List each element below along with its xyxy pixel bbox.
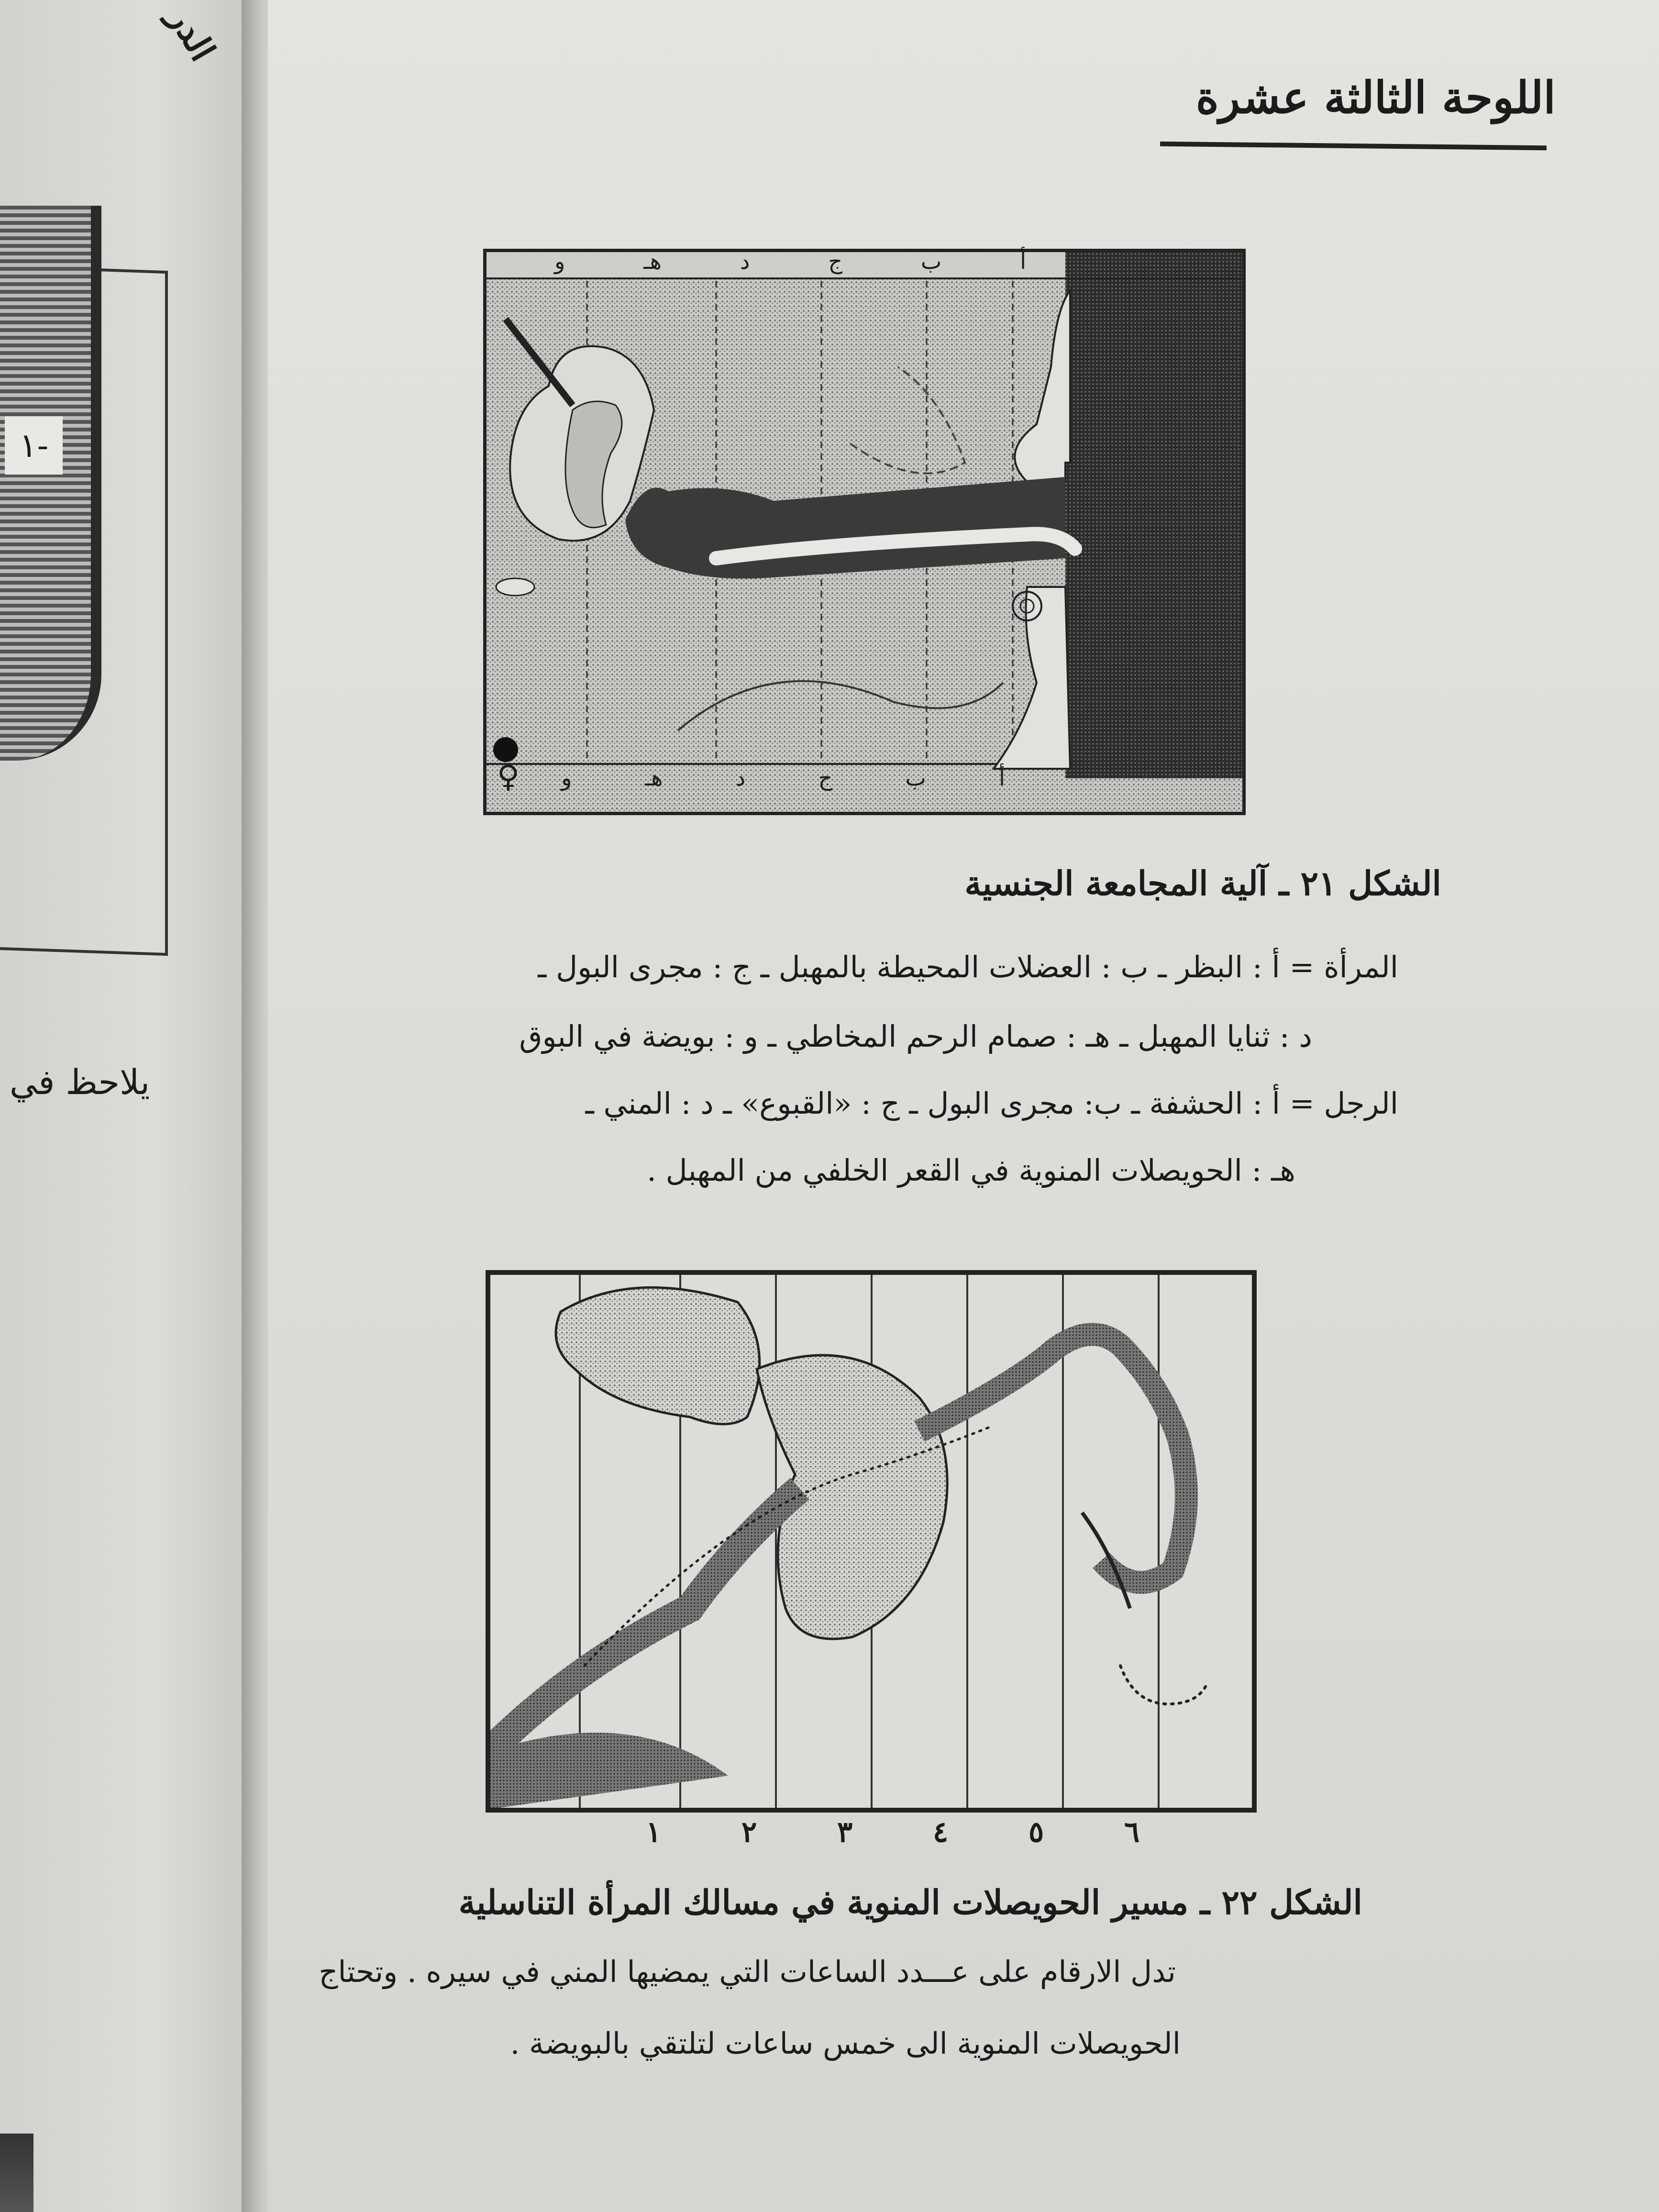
page-title: اللوحة الثالثة عشرة — [1195, 72, 1556, 123]
female-symbol: ♀ — [497, 759, 520, 795]
figure-21-bottom-label: و — [561, 765, 572, 791]
figure-22-axis-label: ٢ — [741, 1815, 757, 1849]
figure-21-bottom-label: ب — [905, 765, 926, 791]
figure-21-ovum — [496, 578, 534, 596]
figure-21-bottom-label: د — [735, 765, 746, 791]
left-page-shield-drawing — [0, 206, 101, 761]
figure-21-dark-region — [1065, 252, 1242, 778]
figure-22-perineum — [489, 1733, 728, 1809]
figure-21-bottom-labels — [525, 765, 1041, 794]
figure-22-axis-label: ١ — [646, 1815, 662, 1849]
left-page-edge-mark — [0, 2134, 33, 2212]
figure-21-bottom-label: ج — [818, 765, 833, 791]
figure-21-drawing — [487, 252, 1242, 812]
figure-21-caption-line: هـ : الحويصلات المنوية في القعر الخلفي من المهبل . — [647, 1153, 1295, 1188]
figure-21-female-symbol-dot — [493, 737, 518, 762]
figure-21 — [483, 249, 1246, 815]
left-page-corner-text: الدر — [161, 0, 224, 68]
title-underline — [1160, 142, 1547, 150]
figure-22-axis-label: ٤ — [933, 1815, 949, 1849]
figure-22-axis-label: ٥ — [1029, 1815, 1044, 1849]
figure-22-vagina — [489, 1489, 800, 1752]
right-page — [268, 0, 1659, 2212]
figure-21-caption-line: المرأة = أ : البظر ـ ب : العضلات المحيطة بالمهبل ـ ج : مجرى البول ـ — [538, 950, 1398, 984]
left-page — [0, 0, 254, 2212]
figure-21-top-label: ج — [828, 248, 843, 274]
figure-21-caption-line: الرجل = أ : الحشفة ـ ب: مجرى البول ـ ج : «القبوع» ـ د : المني ـ — [585, 1086, 1398, 1121]
figure-22-axis-label: ٣ — [837, 1815, 853, 1849]
figure-21-caption-line: د : ثنايا المهبل ـ هـ : صمام الرحم المخاطي ـ و : بويضة في البوق — [519, 1019, 1312, 1054]
figure-22-caption-title: الشكل ٢٢ ـ مسير الحويصلات المنوية في مسالك المرأة التناسلية — [458, 1882, 1362, 1922]
figure-22-caption-line: الحويصلات المنوية الى خمس ساعات لتلتقي بالبويضة . — [510, 2026, 1181, 2061]
figure-22-drawing — [489, 1273, 1253, 1809]
figure-22-sperm-path-dots — [1120, 1666, 1206, 1704]
figure-22-caption-line: تدل الارقام على عـــدد الساعات التي يمضيها المني في سيره . وتحتاج — [319, 1954, 1176, 1989]
figure-21-top-label: أ — [1020, 248, 1027, 274]
figure-21-bottom-label: هـ — [644, 765, 663, 791]
left-page-margin-text: يلاحظ في — [10, 1062, 150, 1102]
figure-21-top-label: ب — [920, 248, 942, 274]
figure-22-axis-label: ٦ — [1124, 1815, 1140, 1849]
figure-21-top-labels — [515, 248, 1065, 277]
figure-22 — [486, 1270, 1257, 1813]
figure-22-fallopian-tube — [919, 1334, 1186, 1582]
figure-22-axis — [646, 1815, 1268, 1863]
figure-22-bladder — [556, 1287, 760, 1424]
figure-21-top-label: هـ — [643, 248, 662, 274]
figure-21-top-label: و — [554, 248, 565, 274]
figure-21-top-label: د — [740, 248, 750, 274]
figure-21-bottom-label: أ — [999, 765, 1005, 791]
figure-21-caption-title: الشكل ٢١ ـ آلية المجامعة الجنسية — [964, 863, 1441, 903]
left-page-figure-label: ١- — [5, 416, 63, 475]
